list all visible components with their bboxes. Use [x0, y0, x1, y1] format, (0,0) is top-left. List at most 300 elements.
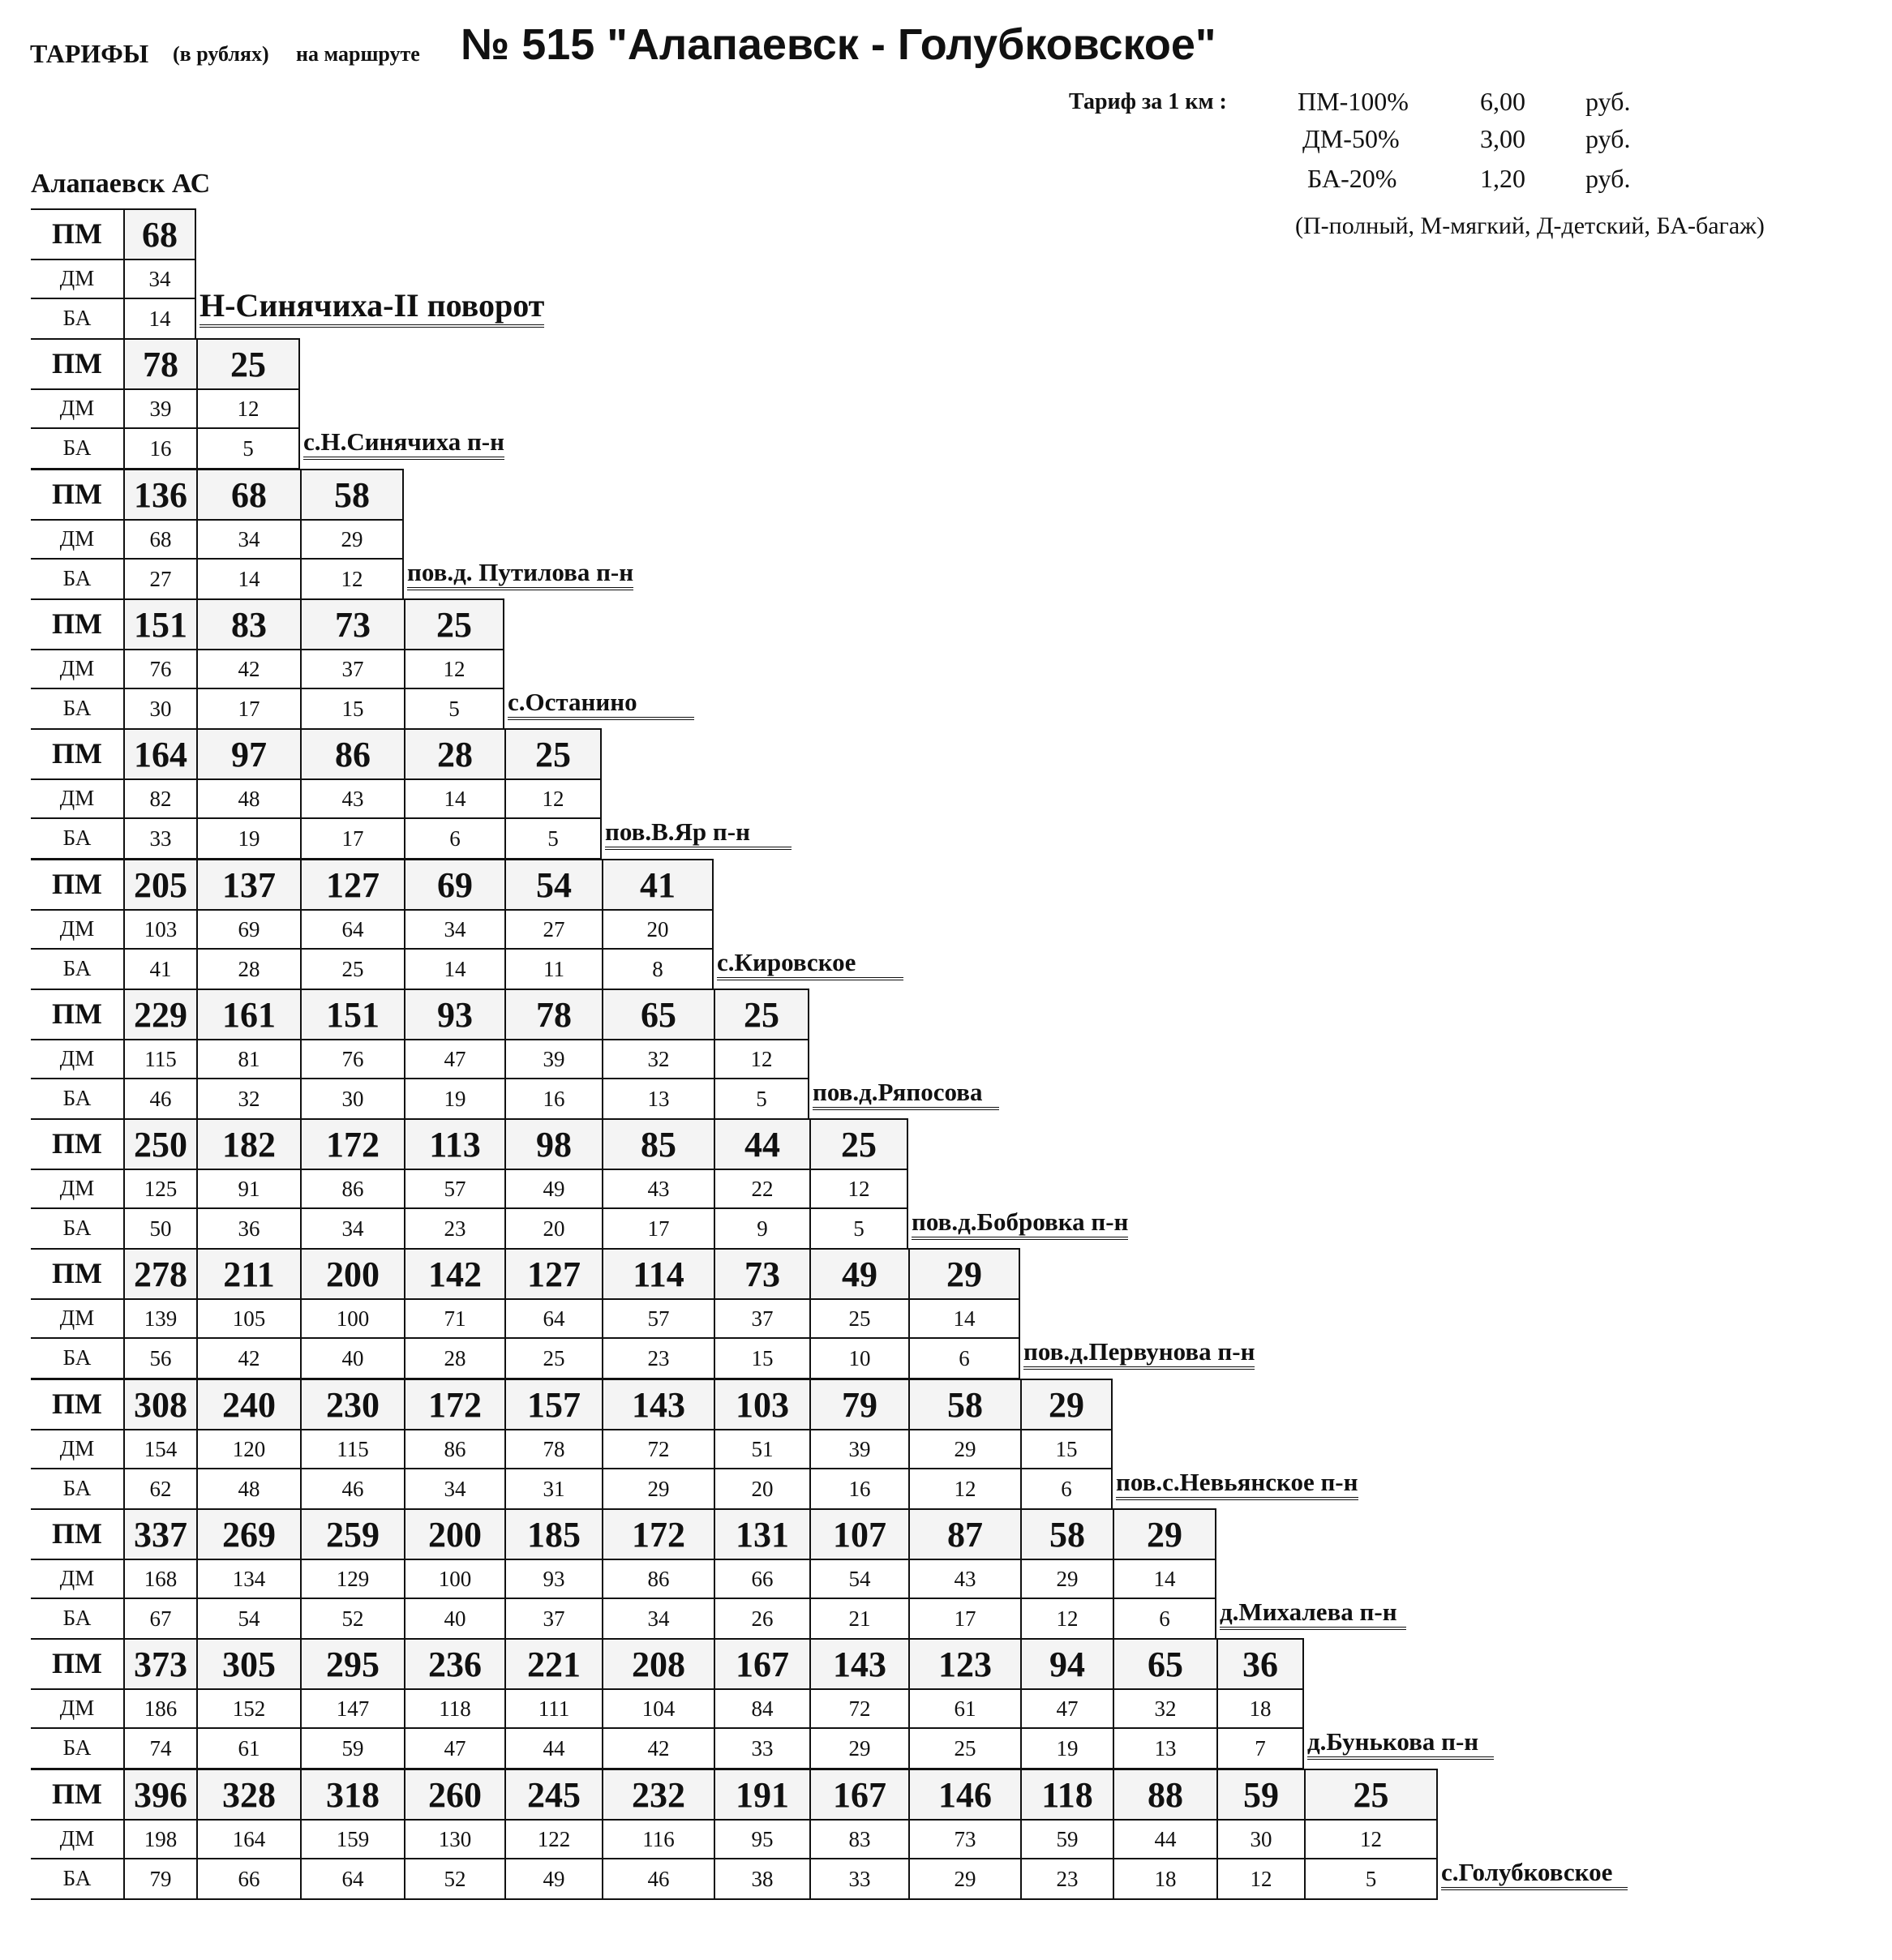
fare-cell-dm: 18 [1216, 1688, 1304, 1727]
stop-name: с.Н.Синячиха п-н [303, 427, 504, 460]
fare-cell-dm: 20 [602, 909, 714, 948]
fare-cell-pm: 259 [300, 1508, 404, 1559]
fare-cell-pm: 151 [123, 598, 196, 649]
fare-cell-dm: 42 [196, 649, 300, 688]
fare-cell-dm: 129 [300, 1559, 404, 1598]
stop-name: с.Кировское [717, 948, 903, 980]
fare-cell-ba: 13 [1113, 1727, 1216, 1768]
fare-cell-dm: 59 [1020, 1819, 1113, 1858]
row-label-pm: ПМ [52, 1127, 102, 1160]
fare-cell-pm: 232 [602, 1769, 714, 1819]
fare-cell-pm: 221 [504, 1638, 602, 1688]
fare-cell-pm: 230 [300, 1379, 404, 1429]
fare-cell-pm: 107 [809, 1508, 908, 1559]
row-divider [31, 1248, 1020, 1250]
row-divider [31, 1429, 1113, 1430]
row-divider [31, 817, 602, 819]
fare-cell-ba: 40 [300, 1337, 404, 1378]
fare-cell-dm: 34 [123, 259, 196, 298]
row-divider [31, 388, 300, 390]
fare-cell-dm: 32 [602, 1039, 714, 1078]
fare-cell-ba: 61 [196, 1727, 300, 1768]
fare-cell-ba: 5 [196, 427, 300, 468]
fare-cell-pm: 172 [602, 1508, 714, 1559]
fare-cell-dm: 72 [602, 1429, 714, 1468]
fare-cell-dm: 164 [196, 1819, 300, 1858]
row-label-ba: БА [62, 565, 92, 590]
row-label-dm: ДМ [59, 1175, 95, 1200]
fare-cell-ba: 33 [123, 817, 196, 858]
fare-cell-ba: 25 [300, 948, 404, 989]
row-label-dm: ДМ [59, 265, 95, 290]
tariff-ba-value: 1,20 [1480, 164, 1525, 193]
stop-name: с.Голубковское [1441, 1858, 1628, 1890]
fare-cell-dm: 186 [123, 1688, 196, 1727]
fare-cell-ba: 27 [123, 558, 196, 598]
fare-cell-dm: 159 [300, 1819, 404, 1858]
fare-cell-ba: 29 [602, 1468, 714, 1508]
stop-name: д.Бунькова п-н [1307, 1727, 1494, 1760]
fare-cell-dm: 152 [196, 1688, 300, 1727]
fare-cell-pm: 127 [300, 859, 404, 909]
row-divider [31, 1559, 1216, 1560]
tariff-label: Тариф за 1 км : [1069, 89, 1227, 114]
fare-cell-dm: 130 [404, 1819, 504, 1858]
fare-cell-pm: 131 [714, 1508, 809, 1559]
fare-cell-ba: 28 [196, 948, 300, 989]
fare-cell-pm: 58 [908, 1379, 1020, 1429]
fare-cell-ba: 23 [1020, 1858, 1113, 1898]
fare-cell-pm: 143 [602, 1379, 714, 1429]
fare-cell-ba: 46 [123, 1078, 196, 1118]
fare-cell-ba: 20 [504, 1207, 602, 1248]
fare-cell-pm: 29 [1020, 1379, 1113, 1429]
fare-cell-pm: 118 [1020, 1769, 1113, 1819]
fare-cell-dm: 39 [809, 1429, 908, 1468]
row-label-pm: ПМ [52, 347, 102, 380]
fare-cell-pm: 58 [300, 469, 404, 519]
tariff-dm-value: 3,00 [1480, 124, 1525, 153]
row-divider [31, 728, 602, 730]
fare-cell-dm: 125 [123, 1169, 196, 1207]
fare-cell-ba: 18 [1113, 1858, 1216, 1898]
fare-cell-dm: 14 [1113, 1559, 1216, 1598]
fare-cell-ba: 5 [504, 817, 602, 858]
fare-cell-dm: 86 [404, 1429, 504, 1468]
row-label-dm: ДМ [59, 1305, 95, 1330]
fare-cell-pm: 211 [196, 1248, 300, 1298]
fare-cell-ba: 16 [123, 427, 196, 468]
fare-cell-dm: 34 [404, 909, 504, 948]
fare-cell-pm: 41 [602, 859, 714, 909]
fare-cell-ba: 30 [300, 1078, 404, 1118]
fare-cell-dm: 15 [1020, 1429, 1113, 1468]
fare-cell-dm: 66 [714, 1559, 809, 1598]
fare-cell-ba: 19 [404, 1078, 504, 1118]
fare-cell-dm: 12 [404, 649, 504, 688]
fare-cell-pm: 205 [123, 859, 196, 909]
fare-cell-pm: 137 [196, 859, 300, 909]
row-label-ba: БА [62, 1735, 92, 1760]
fare-cell-ba: 14 [404, 948, 504, 989]
row-label-dm: ДМ [59, 1435, 95, 1460]
route-title: № 515 "Алапаевск - Голубковское" [461, 20, 1216, 69]
fare-cell-pm: 113 [404, 1118, 504, 1169]
fare-cell-ba: 28 [404, 1337, 504, 1378]
fare-cell-ba: 32 [196, 1078, 300, 1118]
row-divider [31, 1169, 908, 1170]
fare-cell-dm: 68 [123, 519, 196, 558]
row-divider [31, 519, 404, 521]
fare-cell-pm: 236 [404, 1638, 504, 1688]
fare-cell-ba: 17 [908, 1598, 1020, 1638]
fare-cell-pm: 161 [196, 989, 300, 1039]
fare-cell-ba: 14 [196, 558, 300, 598]
fare-cell-dm: 43 [602, 1169, 714, 1207]
fare-cell-ba: 19 [1020, 1727, 1113, 1768]
fare-cell-pm: 318 [300, 1769, 404, 1819]
row-divider [31, 1039, 809, 1040]
fare-cell-pm: 103 [714, 1379, 809, 1429]
fare-cell-ba: 79 [123, 1858, 196, 1898]
fare-cell-pm: 151 [300, 989, 404, 1039]
fare-cell-pm: 28 [404, 728, 504, 778]
row-label-pm: ПМ [52, 217, 102, 250]
tariff-pm-value: 6,00 [1480, 87, 1525, 116]
fare-cell-pm: 68 [196, 469, 300, 519]
fare-cell-pm: 25 [1304, 1769, 1438, 1819]
fare-cell-ba: 37 [504, 1598, 602, 1638]
row-divider [31, 1727, 1304, 1729]
fare-cell-ba: 49 [504, 1858, 602, 1898]
fare-cell-dm: 57 [602, 1298, 714, 1337]
fare-cell-pm: 25 [714, 989, 809, 1039]
fare-cell-ba: 6 [908, 1337, 1020, 1378]
fare-cell-dm: 72 [809, 1688, 908, 1727]
fare-cell-pm: 295 [300, 1638, 404, 1688]
row-divider [31, 1298, 1020, 1300]
fare-cell-pm: 278 [123, 1248, 196, 1298]
fare-cell-pm: 25 [196, 338, 300, 388]
fare-cell-ba: 29 [809, 1727, 908, 1768]
row-label-dm: ДМ [59, 1825, 95, 1851]
row-label-ba: БА [62, 955, 92, 980]
fare-cell-dm: 78 [504, 1429, 602, 1468]
row-divider [31, 859, 714, 860]
fare-cell-pm: 98 [504, 1118, 602, 1169]
fare-cell-pm: 308 [123, 1379, 196, 1429]
fare-cell-ba: 29 [908, 1858, 1020, 1898]
tariff-pm-type: ПМ-100% [1298, 87, 1409, 116]
fare-cell-pm: 29 [1113, 1508, 1216, 1559]
fare-cell-pm: 229 [123, 989, 196, 1039]
title-prefix: ТАРИФЫ [30, 39, 149, 68]
fare-cell-ba: 5 [809, 1207, 908, 1248]
fare-cell-ba: 67 [123, 1598, 196, 1638]
fare-cell-pm: 208 [602, 1638, 714, 1688]
fare-cell-dm: 93 [504, 1559, 602, 1598]
row-label-pm: ПМ [52, 737, 102, 770]
fare-cell-dm: 12 [504, 778, 602, 817]
row-label-pm: ПМ [52, 1517, 102, 1550]
row-label-ba: БА [62, 1475, 92, 1500]
fare-cell-pm: 142 [404, 1248, 504, 1298]
fare-cell-pm: 79 [809, 1379, 908, 1429]
fare-cell-dm: 25 [809, 1298, 908, 1337]
fare-cell-ba: 38 [714, 1858, 809, 1898]
fare-cell-ba: 12 [1020, 1598, 1113, 1638]
fare-cell-pm: 29 [908, 1248, 1020, 1298]
fare-cell-dm: 95 [714, 1819, 809, 1858]
row-label-ba: БА [62, 695, 92, 720]
fare-cell-pm: 87 [908, 1508, 1020, 1559]
fare-cell-dm: 32 [1113, 1688, 1216, 1727]
fare-cell-dm: 12 [1304, 1819, 1438, 1858]
fare-cell-ba: 46 [300, 1468, 404, 1508]
fare-cell-dm: 12 [714, 1039, 809, 1078]
row-divider [31, 1207, 908, 1209]
stop-name: Алапаевск АС [31, 169, 211, 199]
row-label-pm: ПМ [52, 1647, 102, 1679]
stop-name: пов.д.Ряпосова [813, 1078, 999, 1110]
fare-cell-ba: 34 [300, 1207, 404, 1248]
fare-cell-dm: 22 [714, 1169, 809, 1207]
fare-cell-ba: 6 [1113, 1598, 1216, 1638]
fare-cell-pm: 260 [404, 1769, 504, 1819]
row-label-pm: ПМ [52, 607, 102, 640]
fare-cell-dm: 14 [404, 778, 504, 817]
row-label-dm: ДМ [59, 785, 95, 810]
fare-cell-pm: 167 [809, 1769, 908, 1819]
stop-name: пов.д.Первунова п-н [1023, 1337, 1255, 1370]
fare-cell-dm: 29 [908, 1429, 1020, 1468]
fare-cell-dm: 198 [123, 1819, 196, 1858]
fare-cell-dm: 61 [908, 1688, 1020, 1727]
stop-name: с.Останино [508, 688, 694, 720]
fare-cell-ba: 44 [504, 1727, 602, 1768]
fare-cell-ba: 6 [1020, 1468, 1113, 1508]
fare-cell-dm: 54 [809, 1559, 908, 1598]
fare-cell-dm: 73 [908, 1819, 1020, 1858]
fare-cell-dm: 111 [504, 1688, 602, 1727]
fare-cell-pm: 157 [504, 1379, 602, 1429]
fare-cell-dm: 104 [602, 1688, 714, 1727]
fare-cell-pm: 65 [1113, 1638, 1216, 1688]
fare-cell-dm: 100 [404, 1559, 504, 1598]
fare-cell-pm: 123 [908, 1638, 1020, 1688]
fare-cell-pm: 73 [300, 598, 404, 649]
row-divider [31, 1118, 908, 1120]
fare-cell-pm: 78 [123, 338, 196, 388]
row-label-dm: ДМ [59, 916, 95, 941]
fare-cell-dm: 57 [404, 1169, 504, 1207]
row-label-ba: БА [62, 1345, 92, 1370]
fare-cell-ba: 25 [908, 1727, 1020, 1768]
fare-cell-ba: 17 [602, 1207, 714, 1248]
fare-cell-pm: 182 [196, 1118, 300, 1169]
row-divider [31, 1078, 809, 1079]
fare-cell-pm: 25 [809, 1118, 908, 1169]
fare-cell-ba: 20 [714, 1468, 809, 1508]
fare-cell-dm: 51 [714, 1429, 809, 1468]
row-divider [31, 1688, 1304, 1690]
stop-name: пов.с.Невьянское п-н [1116, 1468, 1358, 1500]
fare-cell-pm: 68 [123, 208, 196, 259]
row-label-ba: БА [62, 1605, 92, 1630]
fare-cell-pm: 305 [196, 1638, 300, 1688]
fare-cell-ba: 42 [196, 1337, 300, 1378]
fare-cell-dm: 100 [300, 1298, 404, 1337]
fare-cell-ba: 52 [300, 1598, 404, 1638]
fare-cell-ba: 50 [123, 1207, 196, 1248]
fare-cell-ba: 64 [300, 1858, 404, 1898]
tariff-legend: (П-полный, М-мягкий, Д-детский, БА-багаж) [1295, 212, 1765, 239]
fare-cell-pm: 172 [300, 1118, 404, 1169]
fare-cell-ba: 36 [196, 1207, 300, 1248]
fare-cell-ba: 10 [809, 1337, 908, 1378]
fare-cell-ba: 41 [123, 948, 196, 989]
row-divider [31, 649, 504, 650]
fare-cell-ba: 12 [1216, 1858, 1304, 1898]
row-label-dm: ДМ [59, 525, 95, 551]
row-label-ba: БА [62, 305, 92, 330]
row-label-pm: ПМ [52, 1257, 102, 1289]
tariff-ba-unit: руб. [1585, 164, 1631, 193]
fare-cell-pm: 164 [123, 728, 196, 778]
fare-cell-ba: 5 [714, 1078, 809, 1118]
fare-cell-ba: 33 [714, 1727, 809, 1768]
fare-cell-dm: 71 [404, 1298, 504, 1337]
fare-cell-ba: 46 [602, 1858, 714, 1898]
fare-cell-pm: 36 [1216, 1638, 1304, 1688]
fare-cell-ba: 13 [602, 1078, 714, 1118]
fare-cell-ba: 9 [714, 1207, 809, 1248]
row-label-dm: ДМ [59, 1695, 95, 1720]
fare-cell-ba: 48 [196, 1468, 300, 1508]
fare-cell-ba: 31 [504, 1468, 602, 1508]
fare-cell-ba: 26 [714, 1598, 809, 1638]
fare-cell-pm: 44 [714, 1118, 809, 1169]
fare-cell-pm: 172 [404, 1379, 504, 1429]
fare-cell-dm: 154 [123, 1429, 196, 1468]
fare-cell-pm: 78 [504, 989, 602, 1039]
fare-cell-ba: 62 [123, 1468, 196, 1508]
stop-name: Н-Синячиха-II поворот [199, 286, 544, 328]
fare-cell-ba: 15 [300, 688, 404, 728]
fare-cell-dm: 14 [908, 1298, 1020, 1337]
fare-cell-pm: 97 [196, 728, 300, 778]
stop-name: пов.В.Яр п-н [605, 817, 792, 850]
fare-cell-ba: 54 [196, 1598, 300, 1638]
fare-cell-ba: 5 [1304, 1858, 1438, 1898]
fare-cell-ba: 6 [404, 817, 504, 858]
fare-cell-ba: 56 [123, 1337, 196, 1378]
fare-cell-dm: 69 [196, 909, 300, 948]
fare-cell-dm: 34 [196, 519, 300, 558]
fare-cell-pm: 25 [504, 728, 602, 778]
fare-cell-pm: 49 [809, 1248, 908, 1298]
fare-cell-dm: 43 [908, 1559, 1020, 1598]
fare-cell-dm: 76 [300, 1039, 404, 1078]
row-label-ba: БА [62, 1215, 92, 1240]
fare-cell-dm: 116 [602, 1819, 714, 1858]
row-label-ba: БА [62, 825, 92, 850]
fare-cell-dm: 64 [300, 909, 404, 948]
fare-cell-dm: 122 [504, 1819, 602, 1858]
fare-cell-ba: 19 [196, 817, 300, 858]
fare-cell-ba: 34 [602, 1598, 714, 1638]
row-label-ba: БА [62, 1865, 92, 1890]
fare-cell-dm: 134 [196, 1559, 300, 1598]
tariff-ba-type: БА-20% [1307, 164, 1397, 193]
fare-cell-dm: 49 [504, 1169, 602, 1207]
fare-cell-pm: 337 [123, 1508, 196, 1559]
fare-cell-dm: 103 [123, 909, 196, 948]
fare-cell-pm: 25 [404, 598, 504, 649]
fare-cell-pm: 73 [714, 1248, 809, 1298]
fare-cell-dm: 37 [714, 1298, 809, 1337]
fare-cell-dm: 43 [300, 778, 404, 817]
fare-cell-dm: 76 [123, 649, 196, 688]
row-label-pm: ПМ [52, 478, 102, 510]
fare-cell-ba: 42 [602, 1727, 714, 1768]
fare-cell-dm: 147 [300, 1688, 404, 1727]
fare-cell-pm: 240 [196, 1379, 300, 1429]
fare-cell-pm: 200 [404, 1508, 504, 1559]
row-divider [31, 259, 196, 260]
fare-cell-dm: 64 [504, 1298, 602, 1337]
fare-cell-pm: 245 [504, 1769, 602, 1819]
row-divider [31, 778, 602, 780]
fare-cell-ba: 14 [123, 298, 196, 338]
fare-cell-pm: 93 [404, 989, 504, 1039]
fare-cell-ba: 59 [300, 1727, 404, 1768]
fare-cell-ba: 74 [123, 1727, 196, 1768]
fare-cell-ba: 21 [809, 1598, 908, 1638]
row-divider [31, 598, 504, 600]
row-label-pm: ПМ [52, 997, 102, 1030]
row-divider [31, 469, 404, 470]
fare-cell-dm: 118 [404, 1688, 504, 1727]
fare-cell-pm: 200 [300, 1248, 404, 1298]
stop-name: д.Михалева п-н [1220, 1598, 1406, 1630]
fare-cell-dm: 120 [196, 1429, 300, 1468]
stop-name: пов.д. Путилова п-н [407, 558, 633, 590]
fare-cell-pm: 136 [123, 469, 196, 519]
row-label-dm: ДМ [59, 655, 95, 680]
row-label-dm: ДМ [59, 395, 95, 420]
tariff-dm-unit: руб. [1585, 124, 1631, 153]
tariff-dm-type: ДМ-50% [1302, 124, 1400, 153]
fare-cell-pm: 54 [504, 859, 602, 909]
fare-cell-pm: 185 [504, 1508, 602, 1559]
row-divider [31, 688, 504, 689]
fare-cell-pm: 85 [602, 1118, 714, 1169]
fare-cell-dm: 29 [300, 519, 404, 558]
row-divider [31, 948, 714, 950]
row-divider [31, 1638, 1304, 1640]
fare-cell-ba: 7 [1216, 1727, 1304, 1768]
tariff-pm-unit: руб. [1585, 87, 1631, 116]
fare-cell-ba: 15 [714, 1337, 809, 1378]
fare-cell-ba: 34 [404, 1468, 504, 1508]
fare-cell-dm: 168 [123, 1559, 196, 1598]
fare-cell-dm: 29 [1020, 1559, 1113, 1598]
fare-cell-dm: 139 [123, 1298, 196, 1337]
row-divider [31, 338, 300, 340]
fare-cell-pm: 143 [809, 1638, 908, 1688]
fare-cell-ba: 17 [196, 688, 300, 728]
